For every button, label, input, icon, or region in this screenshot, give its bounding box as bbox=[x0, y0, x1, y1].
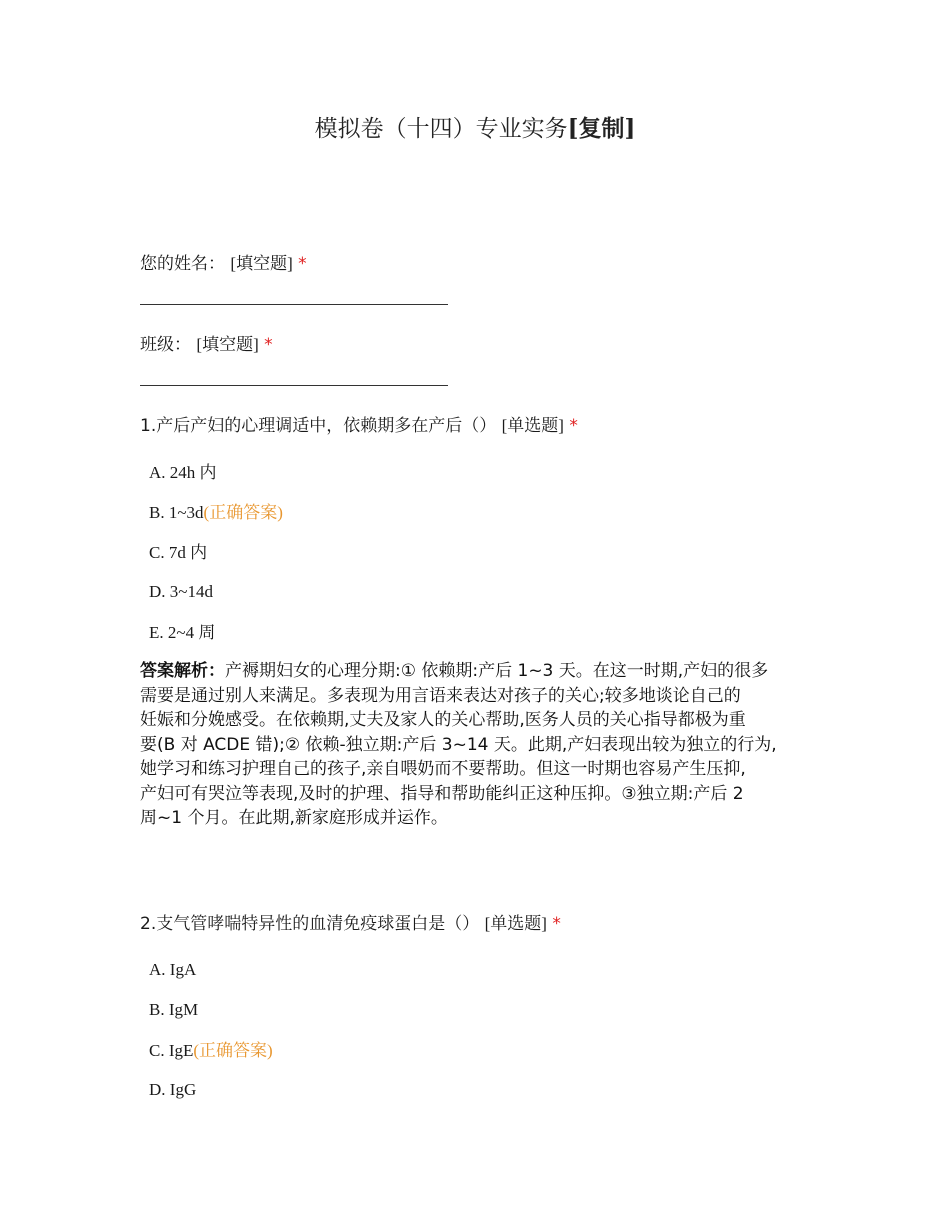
correct-answer-mark: (正确答案) bbox=[193, 1041, 273, 1060]
title-text: 模拟卷（十四）专业实务 bbox=[314, 116, 568, 142]
q2-option-d[interactable]: D. IgG bbox=[149, 1080, 197, 1099]
field-name-text: 您的姓名： bbox=[140, 254, 225, 274]
analysis-line-7: 周~1 个月。在此期,新家庭形成并运作。 bbox=[140, 808, 448, 828]
question-1-title bbox=[140, 415, 820, 437]
q2-option-c-text: C. IgE bbox=[149, 1041, 194, 1060]
field-class-type: [填空题] bbox=[196, 335, 259, 354]
analysis-line-1 bbox=[140, 659, 820, 684]
q1-option-e[interactable]: E. 2~4 周 bbox=[149, 623, 216, 642]
q1-option-c[interactable]: C. 7d 内 bbox=[149, 543, 208, 562]
analysis-label: 答案解析： bbox=[140, 661, 225, 681]
q2-option-b[interactable]: B. IgM bbox=[149, 1000, 199, 1019]
name-input-line[interactable] bbox=[140, 304, 448, 305]
analysis-line-4: 要(B 对 ACDE 错);② 依赖-独立期:产后 3~14 天。此期,产妇表现出较为独立的行为, bbox=[140, 734, 777, 755]
analysis-text: 产褥期妇女的心理分期:① 依赖期:产后 1~3 天。在这一时期,产妇的很多 bbox=[225, 661, 769, 681]
required-star: * bbox=[569, 416, 578, 436]
q2-option-a[interactable]: A. IgA bbox=[149, 960, 197, 979]
q1-option-b[interactable] bbox=[149, 502, 283, 524]
analysis-line-5: 她学习和练习护理自己的孩子,亲自喂奶而不要帮助。但这一时期也容易产生压抑, bbox=[140, 759, 746, 779]
q1-option-b-text: B. 1~3d bbox=[149, 503, 204, 522]
q2-option-c[interactable] bbox=[149, 1040, 273, 1062]
question-2-type: [单选题] bbox=[484, 914, 547, 933]
page-title bbox=[0, 110, 950, 143]
question-2-title bbox=[140, 913, 820, 935]
field-name-label bbox=[140, 253, 820, 275]
correct-answer-mark: (正确答案) bbox=[203, 503, 283, 522]
q1-option-a[interactable]: A. 24h 内 bbox=[149, 463, 217, 482]
analysis-line-2: 需要是通过别人来满足。多表现为用言语来表达对孩子的关心;较多地谈论自己的 bbox=[140, 685, 741, 706]
title-suffix: [复制] bbox=[567, 115, 636, 142]
required-star: * bbox=[552, 914, 561, 934]
analysis-line-6: 产妇可有哭泣等表现,及时的护理、指导和帮助能纠正这种压抑。③独立期:产后 2 bbox=[140, 783, 744, 804]
field-name-type: [填空题] bbox=[230, 254, 293, 273]
question-2-text: 2.支气管哮喘特异性的血清免疫球蛋白是（） bbox=[140, 914, 480, 934]
required-star: * bbox=[264, 335, 273, 355]
q1-option-d[interactable]: D. 3~14d bbox=[149, 582, 213, 601]
field-class-text: 班级： bbox=[140, 335, 191, 355]
question-1-text: 1.产后产妇的心理调适中，依赖期多在产后（） bbox=[140, 416, 497, 436]
field-class-label bbox=[140, 334, 820, 356]
q1-analysis bbox=[140, 659, 820, 831]
class-input-line[interactable] bbox=[140, 385, 448, 386]
analysis-line-3: 妊娠和分娩感受。在依赖期,丈夫及家人的关心帮助,医务人员的关心指导都极为重 bbox=[140, 710, 746, 730]
required-star: * bbox=[298, 254, 307, 274]
question-1-type: [单选题] bbox=[501, 416, 564, 435]
